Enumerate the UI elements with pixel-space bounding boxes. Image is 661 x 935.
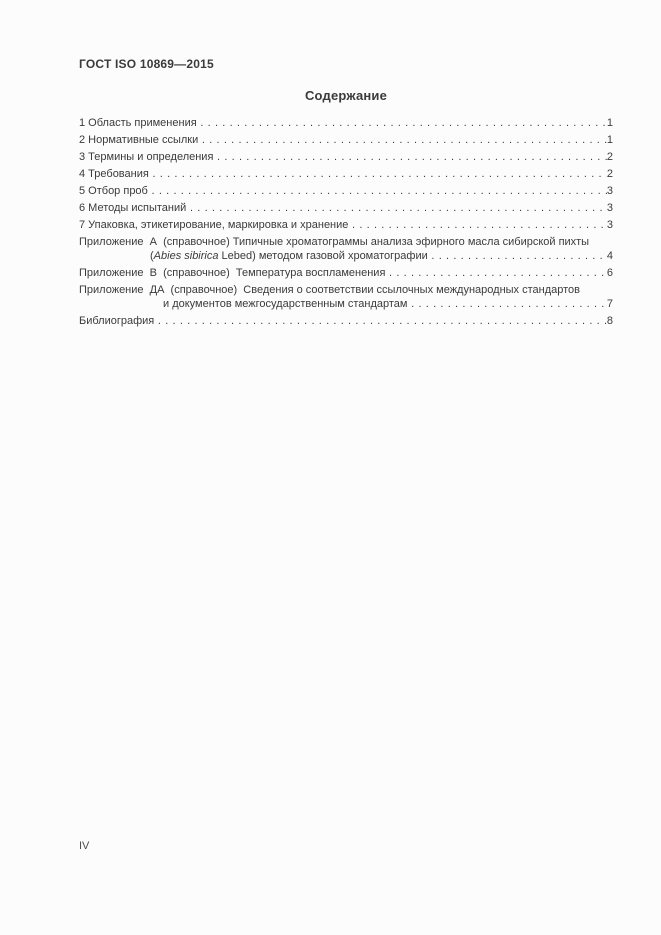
table-of-contents <box>79 116 613 331</box>
dot-leader <box>198 133 607 147</box>
toc-entry-label: 7 Упаковка, этикетирование, маркировка и хранение <box>79 219 349 231</box>
toc-entry-label: 6 Методы испытаний <box>79 202 187 214</box>
toc-entry-label: Приложение В (справочное) Температура воспламенения <box>79 267 386 279</box>
toc-entry-label: Библиография <box>79 315 155 327</box>
toc-entry-label: 4 Требования <box>79 168 149 180</box>
toc-entry-label: Приложение А (справочное) Типичные хроматограммы анализа эфирного масла сибирской пихты <box>79 236 590 248</box>
toc-entry-page: 3 <box>606 219 613 231</box>
toc-entry <box>79 184 613 198</box>
toc-entry-annex-da <box>79 283 613 311</box>
toc-entry-page: 3 <box>606 202 613 214</box>
page-title: Содержание <box>304 88 388 103</box>
dot-leader <box>213 150 606 164</box>
toc-entry <box>79 150 613 164</box>
dot-leader <box>149 167 607 181</box>
toc-entry-page: 8 <box>606 315 613 327</box>
dot-leader <box>186 201 607 215</box>
toc-entry-label: 1 Область применения <box>79 117 197 129</box>
toc-entry-bibliography <box>79 314 613 328</box>
footer-page-number: IV <box>79 840 90 852</box>
toc-entry-page: 2 <box>606 151 613 163</box>
toc-entry-label: Приложение ДА (справочное) Сведения о соответствии ссылочных международных стандартов <box>79 284 581 296</box>
toc-entry <box>79 218 613 232</box>
toc-entry-page: 1 <box>606 134 613 146</box>
toc-entry-label-continued <box>150 249 428 263</box>
dot-leader <box>148 184 607 198</box>
toc-entry <box>79 116 613 130</box>
dot-leader <box>154 314 607 328</box>
toc-entry-label: 3 Термины и определения <box>79 151 214 163</box>
toc-entry-annex-b <box>79 266 613 280</box>
toc-entry-page: 1 <box>606 117 613 129</box>
dot-leader <box>408 297 607 311</box>
toc-entry-label-continued: и документов межгосударственным стандартам <box>163 298 408 310</box>
toc-entry-annex-a <box>79 235 613 263</box>
toc-entry-label: 2 Нормативные ссылки <box>79 134 199 146</box>
paren-text: ( <box>150 250 154 262</box>
dot-leader <box>428 249 607 263</box>
dot-leader <box>348 218 606 232</box>
dot-leader <box>197 116 607 130</box>
toc-entry-page: 4 <box>606 250 613 262</box>
toc-entry <box>79 167 613 181</box>
toc-entry <box>79 201 613 215</box>
document-number: ГОСТ ISO 10869—2015 <box>79 57 214 71</box>
dot-leader <box>385 266 606 280</box>
toc-entry-page: 7 <box>606 298 613 310</box>
toc-entry-page: 6 <box>606 267 613 279</box>
toc-entry-page: 3 <box>606 185 613 197</box>
toc-entry <box>79 133 613 147</box>
toc-entry-label: 5 Отбор проб <box>79 185 148 197</box>
toc-entry-page: 2 <box>606 168 613 180</box>
continued-text: Lebed) методом газовой хроматографии <box>218 250 428 262</box>
latin-species-name: Abies sibirica <box>153 250 219 262</box>
